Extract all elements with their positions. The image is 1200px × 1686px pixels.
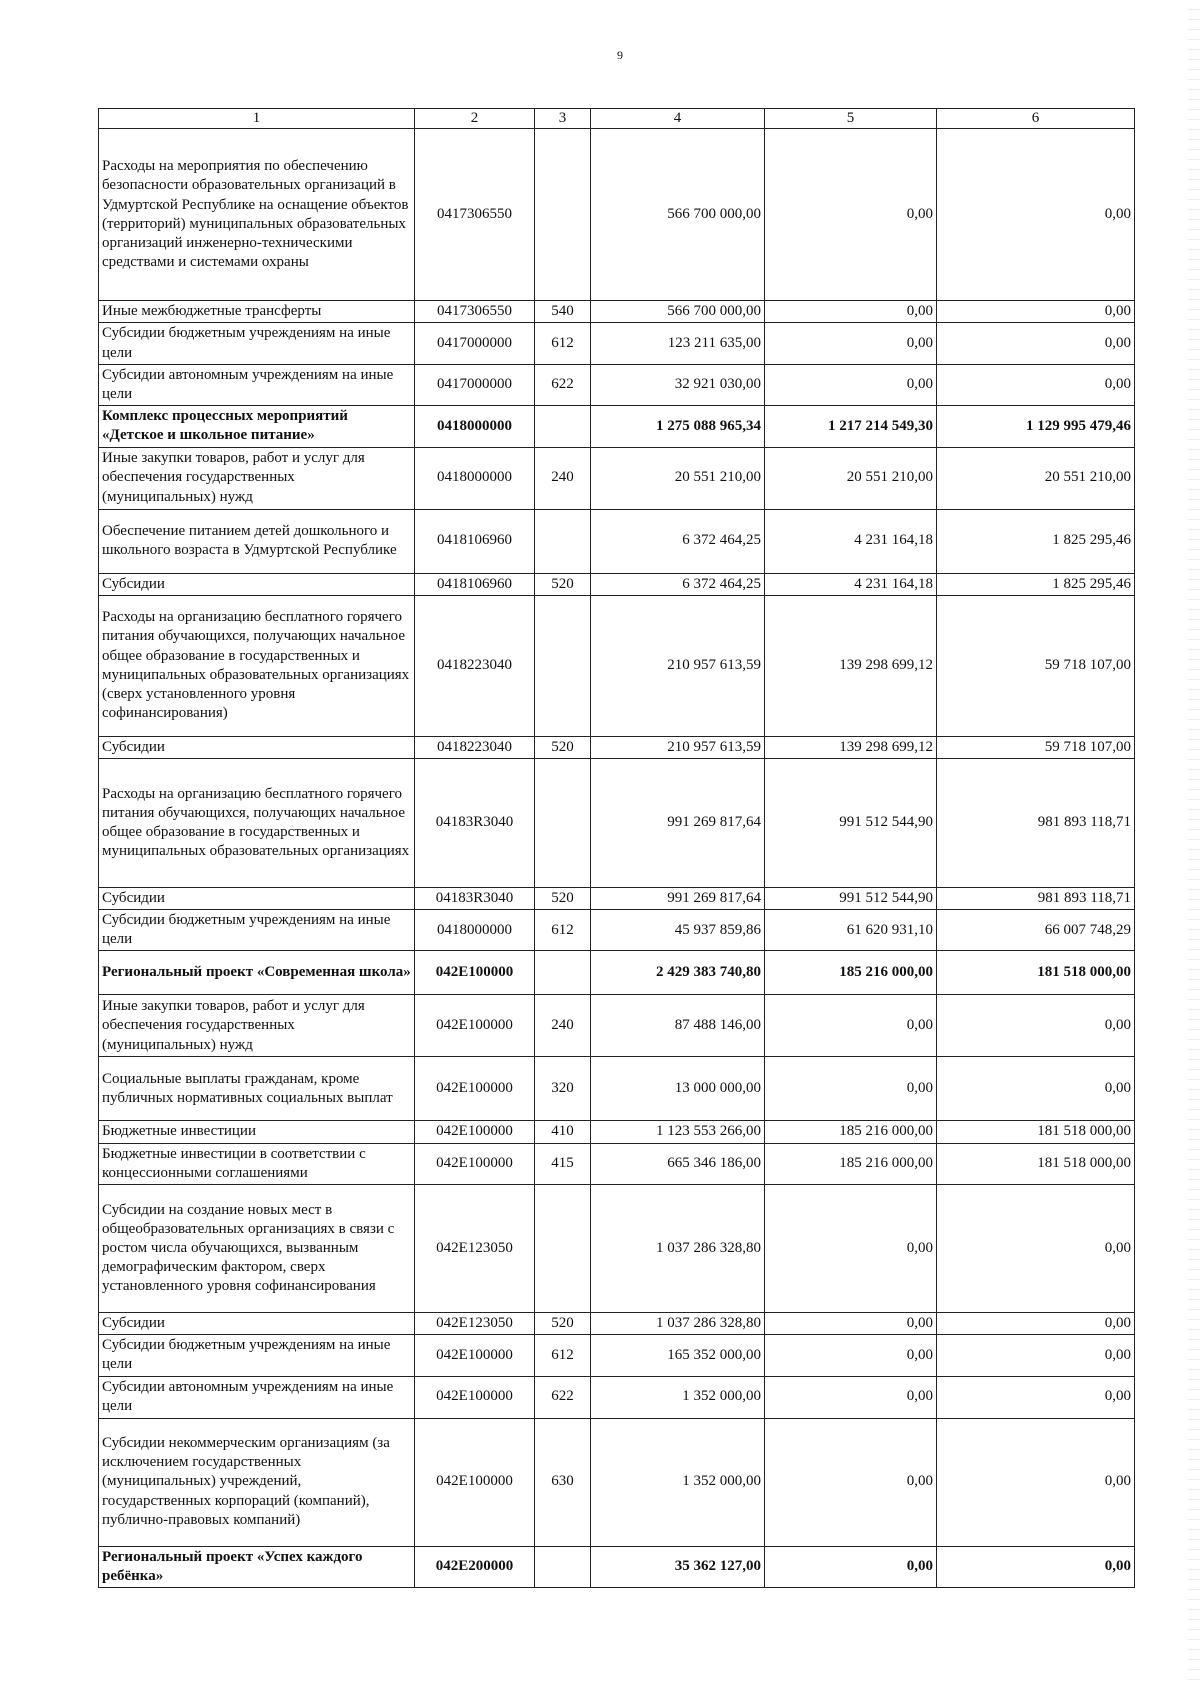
row-value-col5: 139 298 699,12 (765, 736, 937, 758)
row-value-col4: 566 700 000,00 (591, 129, 765, 301)
row-code: 042E100000 (415, 1418, 535, 1546)
table-row (99, 1418, 1135, 1546)
row-code: 04183R3040 (415, 887, 535, 909)
row-expense-type (535, 758, 591, 887)
row-code: 0418106960 (415, 509, 535, 573)
row-value-col6: 181 518 000,00 (937, 1143, 1135, 1184)
row-expense-type: 520 (535, 887, 591, 909)
row-value-col6: 981 893 118,71 (937, 758, 1135, 887)
row-expense-type: 622 (535, 1376, 591, 1418)
row-code: 042E100000 (415, 1121, 535, 1143)
row-expense-type (535, 406, 591, 447)
row-expense-type: 240 (535, 447, 591, 509)
row-value-col4: 665 346 186,00 (591, 1143, 765, 1184)
row-value-col5: 0,00 (765, 129, 937, 301)
scan-margin-noise (1188, 0, 1200, 1686)
row-name: Региональный проект «Современная школа» (99, 951, 415, 995)
row-value-col6: 0,00 (937, 1376, 1135, 1418)
row-value-col5: 0,00 (765, 1546, 937, 1587)
column-header: 1 (99, 109, 415, 129)
table-row (99, 447, 1135, 509)
row-name: Субсидии автономным учреждениям на иные цели (99, 1376, 415, 1418)
row-name: Субсидии автономным учреждениям на иные цели (99, 364, 415, 405)
row-code: 0417000000 (415, 364, 535, 405)
row-value-col4: 20 551 210,00 (591, 447, 765, 509)
row-name: Обеспечение питанием детей дошкольного и школьного возраста в Удмуртской Республике (99, 509, 415, 573)
row-value-col5: 185 216 000,00 (765, 951, 937, 995)
row-expense-type: 520 (535, 573, 591, 595)
row-code: 042E123050 (415, 1313, 535, 1335)
row-value-col4: 566 700 000,00 (591, 301, 765, 323)
row-code: 0418223040 (415, 595, 535, 736)
table-row (99, 1546, 1135, 1587)
row-name: Субсидии (99, 736, 415, 758)
row-name: Субсидии бюджетным учреждениям на иные цели (99, 323, 415, 364)
row-expense-type: 410 (535, 1121, 591, 1143)
row-value-col6: 0,00 (937, 364, 1135, 405)
table-row (99, 1313, 1135, 1335)
row-value-col6: 0,00 (937, 1418, 1135, 1546)
table-row (99, 406, 1135, 447)
row-value-col5: 185 216 000,00 (765, 1121, 937, 1143)
row-name: Расходы на организацию бесплатного горячего питания обучающихся, получающих начальное общее образование в государственных и муниципальных образовательных организациях (сверх установленного уровня софинансирования) (99, 595, 415, 736)
row-value-col5: 0,00 (765, 323, 937, 364)
row-code: 042E100000 (415, 1143, 535, 1184)
row-code: 0417306550 (415, 301, 535, 323)
row-value-col4: 87 488 146,00 (591, 995, 765, 1057)
row-expense-type (535, 1546, 591, 1587)
row-value-col6: 0,00 (937, 1313, 1135, 1335)
row-value-col4: 45 937 859,86 (591, 910, 765, 951)
row-value-col4: 165 352 000,00 (591, 1335, 765, 1376)
table-row (99, 129, 1135, 301)
row-value-col6: 1 825 295,46 (937, 573, 1135, 595)
row-value-col5: 61 620 931,10 (765, 910, 937, 951)
table-row (99, 736, 1135, 758)
row-code: 0418106960 (415, 573, 535, 595)
row-name: Субсидии (99, 1313, 415, 1335)
row-code: 042E200000 (415, 1546, 535, 1587)
row-value-col6: 0,00 (937, 323, 1135, 364)
row-code: 042E100000 (415, 1376, 535, 1418)
column-header: 3 (535, 109, 591, 129)
row-code: 042E100000 (415, 1335, 535, 1376)
table-row (99, 910, 1135, 951)
row-code: 042E100000 (415, 995, 535, 1057)
row-value-col4: 123 211 635,00 (591, 323, 765, 364)
row-value-col4: 991 269 817,64 (591, 887, 765, 909)
row-value-col5: 4 231 164,18 (765, 573, 937, 595)
table-row (99, 887, 1135, 909)
table-row (99, 1057, 1135, 1121)
row-value-col4: 210 957 613,59 (591, 595, 765, 736)
row-expense-type: 612 (535, 323, 591, 364)
row-value-col4: 210 957 613,59 (591, 736, 765, 758)
row-value-col4: 1 123 553 266,00 (591, 1121, 765, 1143)
page-number: 9 (617, 48, 623, 62)
table-row (99, 995, 1135, 1057)
row-name: Бюджетные инвестиции в соответствии с концессионными соглашениями (99, 1143, 415, 1184)
row-expense-type: 415 (535, 1143, 591, 1184)
row-value-col6: 66 007 748,29 (937, 910, 1135, 951)
row-name: Субсидии бюджетным учреждениям на иные цели (99, 910, 415, 951)
row-value-col6: 1 129 995 479,46 (937, 406, 1135, 447)
row-expense-type (535, 509, 591, 573)
row-expense-type: 612 (535, 910, 591, 951)
row-value-col5: 139 298 699,12 (765, 595, 937, 736)
row-expense-type (535, 951, 591, 995)
table-row (99, 301, 1135, 323)
row-name: Субсидии (99, 573, 415, 595)
row-expense-type: 612 (535, 1335, 591, 1376)
row-value-col4: 1 275 088 965,34 (591, 406, 765, 447)
row-value-col4: 6 372 464,25 (591, 573, 765, 595)
row-expense-type (535, 595, 591, 736)
row-expense-type: 240 (535, 995, 591, 1057)
row-value-col4: 2 429 383 740,80 (591, 951, 765, 995)
row-value-col5: 20 551 210,00 (765, 447, 937, 509)
row-code: 0417000000 (415, 323, 535, 364)
row-expense-type: 630 (535, 1418, 591, 1546)
row-expense-type: 320 (535, 1057, 591, 1121)
row-value-col4: 1 037 286 328,80 (591, 1185, 765, 1313)
row-value-col5: 0,00 (765, 1057, 937, 1121)
row-value-col4: 35 362 127,00 (591, 1546, 765, 1587)
row-value-col5: 0,00 (765, 1313, 937, 1335)
row-value-col6: 181 518 000,00 (937, 951, 1135, 995)
row-name: Иные межбюджетные трансферты (99, 301, 415, 323)
row-expense-type: 622 (535, 364, 591, 405)
row-value-col6: 59 718 107,00 (937, 595, 1135, 736)
row-value-col6: 0,00 (937, 301, 1135, 323)
row-expense-type: 520 (535, 1313, 591, 1335)
table-row (99, 1376, 1135, 1418)
row-value-col6: 0,00 (937, 1546, 1135, 1587)
table-row (99, 1335, 1135, 1376)
table-row (99, 1121, 1135, 1143)
table-row (99, 1185, 1135, 1313)
row-value-col5: 4 231 164,18 (765, 509, 937, 573)
table-row (99, 595, 1135, 736)
row-code: 0418000000 (415, 406, 535, 447)
row-name: Субсидии на создание новых мест в общеобразовательных организациях в связи с ростом числа обучающихся, вызванным демографическим фактором, сверх установленного уровня софинансирования (99, 1185, 415, 1313)
header-row (99, 109, 1135, 129)
table-row (99, 509, 1135, 573)
row-value-col5: 0,00 (765, 1185, 937, 1313)
table-row (99, 758, 1135, 887)
row-name: Иные закупки товаров, работ и услуг для обеспечения государственных (муниципальных) нужд (99, 447, 415, 509)
row-name: Комплекс процессных мероприятий «Детское и школьное питание» (99, 406, 415, 447)
row-value-col5: 0,00 (765, 1376, 937, 1418)
row-value-col6: 0,00 (937, 995, 1135, 1057)
row-value-col6: 20 551 210,00 (937, 447, 1135, 509)
row-name: Социальные выплаты гражданам, кроме публичных нормативных социальных выплат (99, 1057, 415, 1121)
table-row (99, 951, 1135, 995)
row-value-col6: 1 825 295,46 (937, 509, 1135, 573)
row-name: Субсидии (99, 887, 415, 909)
column-header: 4 (591, 109, 765, 129)
row-name: Расходы на мероприятия по обеспечению безопасности образовательных организаций в Удмуртской Республике на оснащение объектов (территорий) муниципальных образовательных организаций инженерно-техническими средствами и системами охраны (99, 129, 415, 301)
table-row (99, 1143, 1135, 1184)
row-code: 0418223040 (415, 736, 535, 758)
row-value-col4: 991 269 817,64 (591, 758, 765, 887)
row-value-col4: 13 000 000,00 (591, 1057, 765, 1121)
row-expense-type: 540 (535, 301, 591, 323)
row-value-col6: 981 893 118,71 (937, 887, 1135, 909)
row-code: 0417306550 (415, 129, 535, 301)
row-value-col4: 32 921 030,00 (591, 364, 765, 405)
row-name: Субсидии бюджетным учреждениям на иные цели (99, 1335, 415, 1376)
row-value-col5: 991 512 544,90 (765, 758, 937, 887)
row-code: 042E123050 (415, 1185, 535, 1313)
row-expense-type: 520 (535, 736, 591, 758)
row-code: 0418000000 (415, 447, 535, 509)
row-value-col6: 0,00 (937, 129, 1135, 301)
row-code: 04183R3040 (415, 758, 535, 887)
column-header: 5 (765, 109, 937, 129)
row-value-col5: 0,00 (765, 995, 937, 1057)
row-value-col4: 1 352 000,00 (591, 1376, 765, 1418)
row-value-col5: 0,00 (765, 364, 937, 405)
column-header: 2 (415, 109, 535, 129)
row-name: Бюджетные инвестиции (99, 1121, 415, 1143)
table-row (99, 364, 1135, 405)
row-code: 0418000000 (415, 910, 535, 951)
row-value-col5: 1 217 214 549,30 (765, 406, 937, 447)
row-value-col6: 0,00 (937, 1057, 1135, 1121)
row-value-col5: 991 512 544,90 (765, 887, 937, 909)
budget-table (98, 108, 1135, 1588)
row-value-col5: 0,00 (765, 1418, 937, 1546)
row-name: Расходы на организацию бесплатного горячего питания обучающихся, получающих начальное общее образование в государственных и муниципальных образовательных организациях (99, 758, 415, 887)
row-value-col6: 0,00 (937, 1185, 1135, 1313)
row-value-col4: 1 037 286 328,80 (591, 1313, 765, 1335)
column-header: 6 (937, 109, 1135, 129)
row-value-col6: 59 718 107,00 (937, 736, 1135, 758)
row-value-col6: 181 518 000,00 (937, 1121, 1135, 1143)
row-name: Региональный проект «Успех каждого ребёнка» (99, 1546, 415, 1587)
row-name: Субсидии некоммерческим организациям (за исключением государственных (муниципальных) учреждений, государственных корпораций (компаний), публично-правовых компаний) (99, 1418, 415, 1546)
row-name: Иные закупки товаров, работ и услуг для обеспечения государственных (муниципальных) нужд (99, 995, 415, 1057)
row-expense-type (535, 129, 591, 301)
row-value-col4: 1 352 000,00 (591, 1418, 765, 1546)
row-value-col5: 0,00 (765, 301, 937, 323)
row-value-col4: 6 372 464,25 (591, 509, 765, 573)
row-value-col5: 185 216 000,00 (765, 1143, 937, 1184)
row-code: 042E100000 (415, 1057, 535, 1121)
table-row (99, 323, 1135, 364)
row-expense-type (535, 1185, 591, 1313)
row-value-col6: 0,00 (937, 1335, 1135, 1376)
row-value-col5: 0,00 (765, 1335, 937, 1376)
table-row (99, 573, 1135, 595)
row-code: 042E100000 (415, 951, 535, 995)
